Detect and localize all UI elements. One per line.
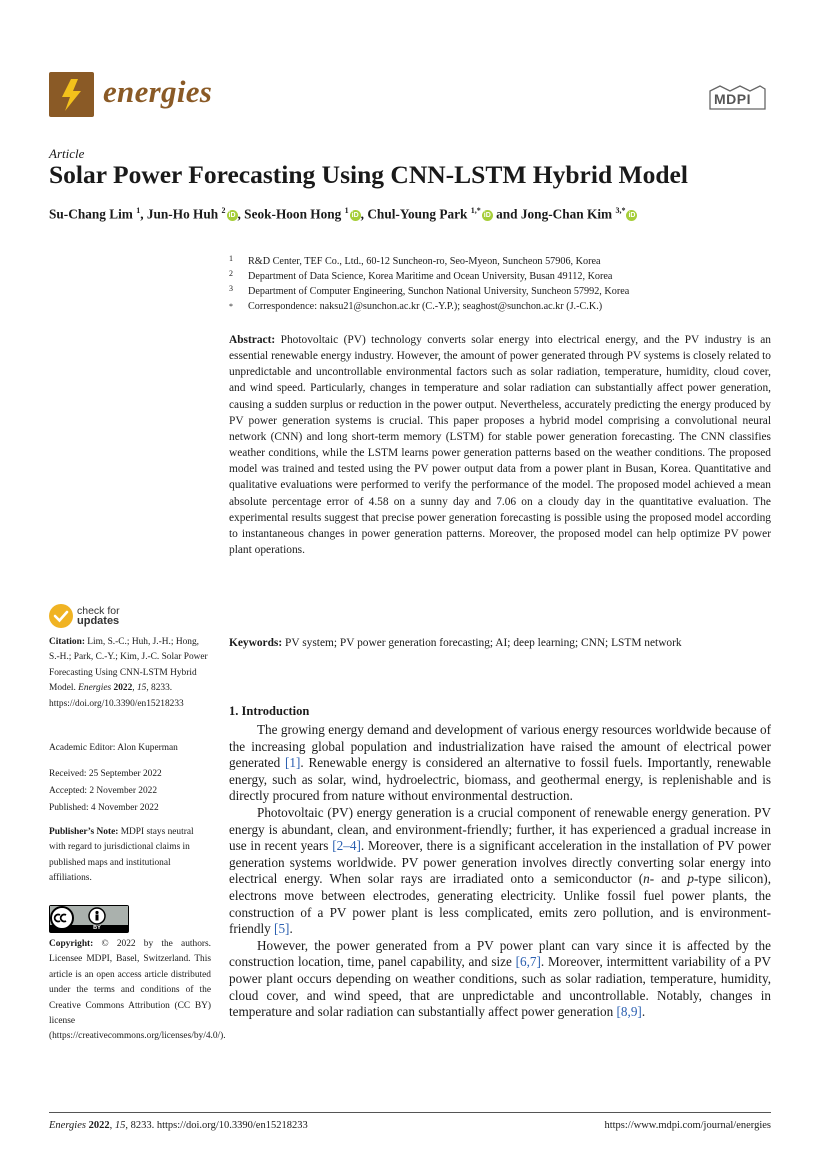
orcid-icon[interactable]: iD bbox=[483, 212, 491, 220]
introduction-body bbox=[229, 722, 771, 1021]
author-name[interactable]: Jong-Chan Kim bbox=[520, 206, 613, 222]
citation-link[interactable]: [8,9] bbox=[616, 1004, 642, 1020]
abstract bbox=[229, 332, 771, 558]
text: p bbox=[687, 871, 694, 887]
paragraph bbox=[229, 805, 771, 938]
text: . bbox=[641, 1004, 646, 1020]
date-published: Published: 4 November 2022 bbox=[49, 803, 159, 813]
text: . Moreover, there is a significant acceleration in the installation of PV power generation systems worldwide. PV power generation involves directly converting solar energy into electrical energy. When solar rays are irradiated onto a semiconductor ( bbox=[229, 838, 771, 887]
text: n bbox=[643, 871, 650, 887]
orcid-icon[interactable]: iD bbox=[628, 212, 636, 220]
citation-link[interactable]: [2–4] bbox=[332, 838, 361, 854]
paragraph bbox=[229, 938, 771, 1021]
footer-doi[interactable]: , 8233. https://doi.org/10.3390/en15218233 bbox=[125, 1120, 308, 1131]
affiliation-ref: 3,* bbox=[615, 206, 626, 215]
text: . bbox=[289, 921, 293, 937]
check-updates-icon bbox=[49, 604, 73, 628]
citation-link[interactable]: [6,7] bbox=[515, 954, 541, 970]
affiliation-text: R&D Center, TEF Co., Ltd., 60-12 Suncheon-ro, Seo-Myeon, Suncheon 57906, Korea bbox=[248, 256, 601, 267]
keywords-text: PV system; PV power generation forecasting; AI; deep learning; CNN; LSTM network bbox=[285, 637, 682, 649]
author-name[interactable]: Chul-Young Park bbox=[367, 206, 468, 222]
keywords-label: Keywords: bbox=[229, 637, 283, 649]
text: . Moreover, intermittent variability of a PV power plant occurs depending on weather conditions, such as solar radiation, temperature, humidity, cloud cover, and wind speed, that are unpredictable and uncontrollable. Notably, changes in temperature and solar radiation can substantially affect power generation bbox=[229, 954, 771, 1020]
separator: , bbox=[237, 206, 245, 222]
separator: and bbox=[492, 206, 521, 222]
lightning-icon bbox=[49, 72, 94, 117]
check-updates-line1: check for bbox=[77, 605, 120, 617]
academic-editor: Academic Editor: Alon Kuperman bbox=[49, 743, 178, 753]
text: However, the power generated from a PV power plant can vary since it is affected by the construction location, time, panel capability, and size bbox=[229, 937, 771, 970]
keywords bbox=[229, 635, 771, 651]
affiliation-number: 2 bbox=[229, 269, 233, 278]
correspondence-text[interactable]: Correspondence: naksu21@sunchon.ac.kr (C.-Y.P.); seaghost@sunchon.ac.kr (J.-C.K.) bbox=[248, 301, 603, 312]
footer-divider bbox=[49, 1112, 771, 1113]
publisher-name: MDPI bbox=[714, 91, 751, 107]
affiliation-ref: 1 bbox=[136, 206, 141, 215]
citation-label: Citation: bbox=[49, 637, 85, 647]
creative-commons-icon bbox=[49, 905, 129, 933]
separator: , bbox=[360, 206, 368, 222]
publisher-note-label: Publisher’s Note: bbox=[49, 827, 119, 837]
citation-journal: Energies bbox=[78, 683, 112, 694]
text: -type silicon), electrons move between electrodes, generating electricity. Unlike fossil fuel power plants, the construction of a PV power plant is less complicated, emits zero pollution, and is environment-friendly bbox=[229, 871, 771, 937]
copyright-text: © 2022 by the authors. Licensee MDPI, Basel, Switzerland. This article is an open access article distributed under the terms and conditions of the Creative Commons Attribution (CC BY) license (https://creativecommons.org/licenses/by/4.0/). bbox=[49, 939, 226, 1042]
abstract-label: Abstract: bbox=[229, 334, 276, 346]
section-heading: 1. Introduction bbox=[229, 704, 310, 718]
author-name[interactable]: Seok-Hoon Hong bbox=[244, 206, 342, 222]
date-received: Received: 25 September 2022 bbox=[49, 769, 162, 779]
text: Photovoltaic (PV) energy generation is a crucial component of renewable energy generation. PV energy is abundant, clean, and environment-friendly; further, it has experienced a gradual increase in use in recent years bbox=[229, 804, 771, 854]
affiliation-number: 3 bbox=[229, 284, 233, 293]
orcid-icon[interactable]: iD bbox=[351, 212, 359, 220]
journal-name: energies bbox=[103, 74, 213, 109]
check-updates-label bbox=[77, 606, 120, 626]
publisher-logo bbox=[706, 84, 769, 112]
copyright-notice bbox=[49, 937, 226, 1045]
citation-text: Lim, S.-C.; Huh, J.-H.; Hong, S.-H.; Park, C.-Y.; Kim, J.-C. Solar Power Forecasting Using CNN-LSTM Hybrid Model. bbox=[49, 637, 208, 694]
footer-journal: Energies bbox=[49, 1120, 86, 1131]
text: . Renewable energy is considered an alternative to fossil fuels. Importantly, renewable energy, such as solar, wind, hydroelectric, biomass, and geothermal energy, is replenishable and is directly procured from nature without environmental destruction. bbox=[229, 755, 771, 804]
cc-by-license-badge[interactable] bbox=[49, 905, 129, 933]
affiliation-text: Department of Data Science, Korea Maritime and Ocean University, Busan 49112, Korea bbox=[248, 271, 613, 282]
copyright-label: Copyright: bbox=[49, 939, 94, 949]
author-list bbox=[49, 206, 637, 222]
affiliation-ref: 2 bbox=[221, 206, 226, 215]
cc-by-label: BY bbox=[93, 925, 101, 931]
citation-year: 2022 bbox=[113, 683, 133, 694]
affiliation-ref: 1,* bbox=[470, 206, 481, 215]
separator: , bbox=[140, 206, 147, 222]
paragraph bbox=[229, 722, 771, 805]
article-title: Solar Power Forecasting Using CNN-LSTM Hybrid Model bbox=[49, 160, 688, 189]
article-type: Article bbox=[49, 146, 85, 161]
orcid-icon[interactable]: iD bbox=[228, 212, 236, 220]
author-name[interactable]: Jun-Ho Huh bbox=[146, 206, 219, 222]
publisher-note-text: MDPI stays neutral with regard to jurisdictional claims in published maps and institutional affiliations. bbox=[49, 827, 194, 884]
citation-link[interactable]: [1] bbox=[285, 755, 301, 771]
footer-journal-url[interactable]: https://www.mdpi.com/journal/energies bbox=[604, 1120, 771, 1131]
affiliation-number: 1 bbox=[229, 254, 233, 263]
journal-logo bbox=[49, 72, 94, 117]
text: The growing energy demand and development of various energy resources worldwide because of the increasing global population and industrialization have raised the amount of electrical power generated bbox=[229, 722, 771, 771]
footer-volume: 15 bbox=[114, 1120, 126, 1131]
publisher-note bbox=[49, 825, 211, 887]
abstract-text: Photovoltaic (PV) technology converts solar energy into electrical energy, and the PV industry is an essential renewable energy industry. However, the amount of power generated through PV systems is closely related to unpredictable and uncontrollable environmental factors such as solar radiation, temperature, humidity, cloud cover, and wind speed. Particularly, changes in temperature and solar radiation can substantially affect power generation, causing a sudden surplus or reduction in the power output. Nevertheless, accurately predicting the energy produced by PV power generation systems is crucial. This paper proposes a hybrid model comprising a convolutional neural network (CNN) and long short-term memory (LSTM) for stable power generation forecasting. The CNN classifies weather conditions, while the LSTM learns power generation patterns based on the weather conditions. The proposed model was trained and tested using the PV power output data from a power plant in Busan, Korea. Quantitative and qualitative evaluations were performed to verify the performance of the model. The proposed model achieved a mean absolute percentage error of 4.58 on a sunny day and 7.06 on a cloudy day in the quantitative evaluation. The experimental results suggest that precise power generation forecasting is possible using the proposed model according to instantaneous changes in power generation patterns. Moreover, the proposed model can help optimize PV power plant operations. bbox=[229, 334, 771, 557]
affiliation-text: Department of Computer Engineering, Sunchon National University, Suncheon 57992, Korea bbox=[248, 286, 630, 297]
footer-year: 2022 bbox=[88, 1120, 110, 1131]
check-updates-line2: updates bbox=[77, 615, 120, 627]
affiliation-number: * bbox=[229, 302, 233, 311]
date-accepted: Accepted: 2 November 2022 bbox=[49, 786, 158, 796]
text: - and bbox=[649, 871, 688, 887]
affiliation-ref: 1 bbox=[344, 206, 349, 215]
footer-citation: Energies 2022, 15, 8233. https://doi.org/10.3390/en15218233 bbox=[49, 1120, 308, 1131]
author-name[interactable]: Su-Chang Lim bbox=[49, 206, 133, 222]
citation-doi[interactable]: , 8233. https://doi.org/10.3390/en15218233 bbox=[49, 683, 184, 709]
citation-link[interactable]: [5] bbox=[274, 921, 290, 937]
citation-block: Citation: Lim, S.-C.; Huh, J.-H.; Hong, S.-H.; Park, C.-Y.; Kim, J.-C. Solar Power Forecasting Using CNN-LSTM Hybrid Model. Energies 2022, 15, 8233. https://doi.org/10.3390/en15218233 bbox=[49, 637, 208, 709]
citation-volume: 15 bbox=[136, 683, 147, 694]
